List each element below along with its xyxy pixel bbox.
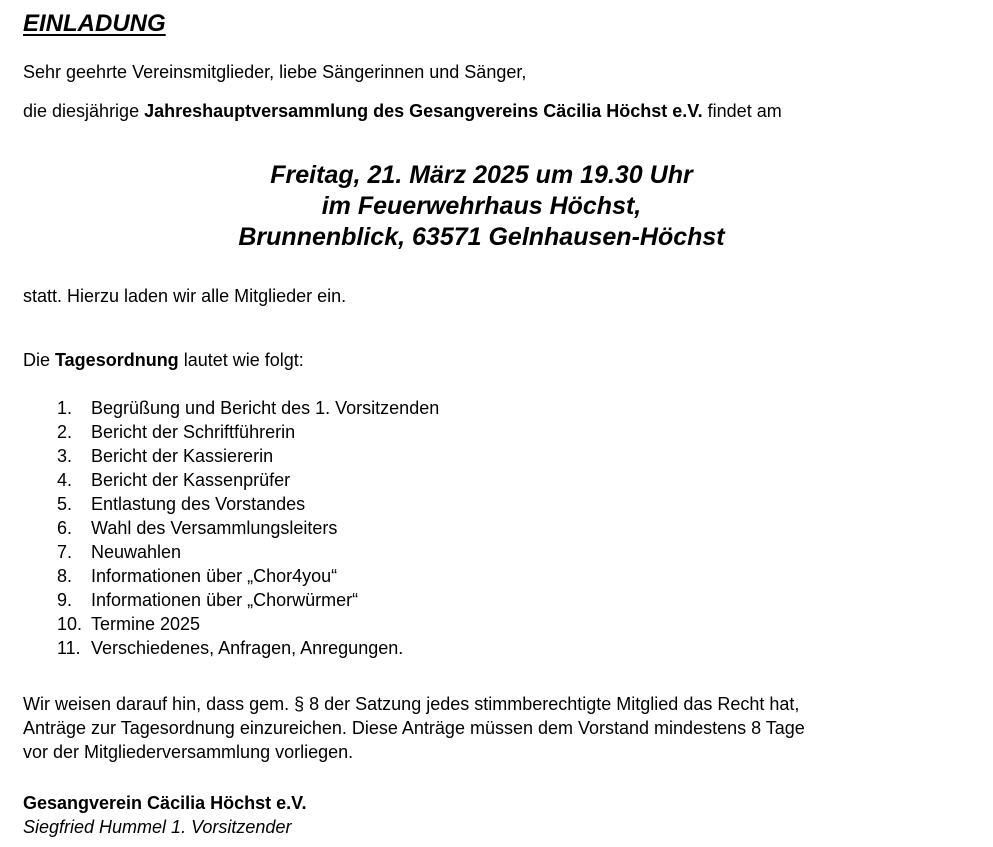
agenda-item (57, 516, 439, 540)
agenda-item-number: 2. (57, 422, 73, 442)
agenda-item (57, 420, 439, 444)
agenda-item-number: 9. (57, 590, 73, 610)
intro-prefix: die diesjährige (23, 101, 145, 121)
signature-signer: Siegfried Hummel 1. Vorsitzender (23, 817, 292, 837)
agenda-item-number: 6. (57, 518, 73, 538)
agenda-item-text: Informationen über „Chorwürmer“ (91, 590, 359, 610)
intro-line (23, 101, 782, 122)
agenda-intro-prefix: Die (23, 350, 56, 370)
agenda-item-text: Bericht der Kassenprüfer (91, 470, 291, 490)
agenda-item (57, 444, 439, 468)
agenda-item-text: Termine 2025 (91, 614, 201, 634)
agenda-item (57, 564, 439, 588)
event-details-block (0, 160, 963, 253)
agenda-item-number: 11. (57, 638, 81, 658)
intro-suffix: findet am (702, 101, 782, 121)
agenda-item-number: 8. (57, 566, 73, 586)
agenda-item-text: Verschiedenes, Anfragen, Anregungen. (91, 638, 404, 658)
notice-line-2: Anträge zur Tagesordnung einzureichen. Diese Anträge müssen dem Vorstand mindestens 8 Tage (23, 718, 805, 738)
agenda-intro-line (23, 350, 304, 371)
agenda-item (57, 468, 439, 492)
invitation-line: statt. Hierzu laden wir alle Mitglieder ein. (23, 286, 347, 306)
agenda-item-text: Bericht der Kassiererin (91, 446, 274, 466)
signature-organization: Gesangverein Cäcilia Höchst e.V. (23, 793, 307, 813)
agenda-item-text: Wahl des Versammlungsleiters (91, 518, 338, 538)
agenda-item-number: 7. (57, 542, 73, 562)
intro-event-name: Jahreshauptversammlung des Gesangvereins Cäcilia Höchst e.V. (144, 101, 703, 121)
agenda-list (57, 396, 439, 660)
agenda-intro-suffix: lautet wie folgt: (178, 350, 304, 370)
agenda-item-number: 4. (57, 470, 73, 490)
greeting-line: Sehr geehrte Vereinsmitglieder, liebe Sängerinnen und Sänger, (23, 62, 527, 82)
agenda-item-number: 10. (57, 614, 83, 634)
agenda-item-text: Bericht der Schriftführerin (91, 422, 296, 442)
agenda-keyword: Tagesordnung (55, 350, 179, 370)
agenda-item-text: Neuwahlen (91, 542, 182, 562)
agenda-item (57, 396, 439, 420)
agenda-item-text: Entlastung des Vorstandes (91, 494, 306, 514)
agenda-item-text: Begrüßung und Bericht des 1. Vorsitzenden (91, 398, 440, 418)
agenda-item (57, 540, 439, 564)
event-date-time: Freitag, 21. März 2025 um 19.30 Uhr (270, 161, 693, 189)
notice-line-1: Wir weisen darauf hin, dass gem. § 8 der Satzung jedes stimmberechtigte Mitglied das Recht hat, (23, 694, 800, 714)
event-address: Brunnenblick, 63571 Gelnhausen-Höchst (238, 223, 725, 251)
agenda-item (57, 636, 439, 660)
agenda-item (57, 588, 439, 612)
notice-line-3: vor der Mitgliederversammlung vorliegen. (23, 742, 354, 762)
agenda-item-number: 5. (57, 494, 73, 514)
agenda-item (57, 612, 439, 636)
agenda-item-number: 3. (57, 446, 73, 466)
agenda-item-text: Informationen über „Chor4you“ (91, 566, 338, 586)
document-title: EINLADUNG (23, 10, 166, 37)
event-venue: im Feuerwehrhaus Höchst, (321, 192, 642, 220)
agenda-item (57, 492, 439, 516)
agenda-item-number: 1. (57, 398, 73, 418)
